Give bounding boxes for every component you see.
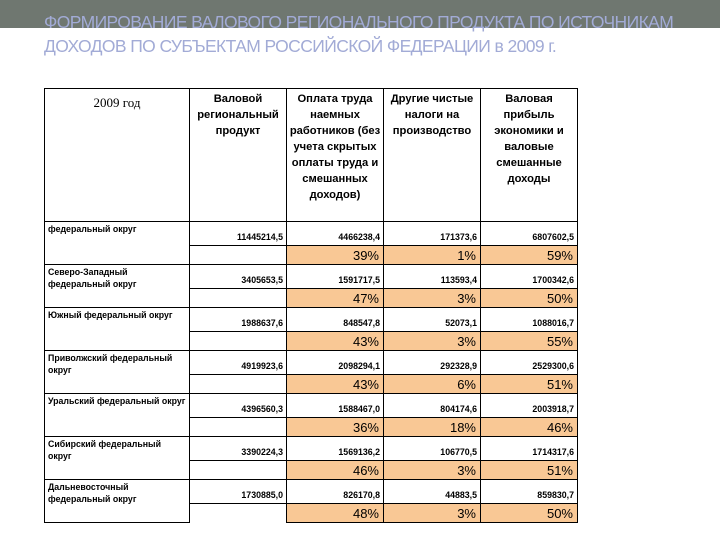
region-name: Дальневосточный федеральный округ: [45, 480, 190, 523]
value-wages: 4466238,4: [287, 222, 384, 246]
percent-wages: 43%: [287, 332, 384, 351]
header-year: 2009 год: [45, 89, 190, 222]
grp-percent-blank: [190, 461, 287, 480]
table-row: [45, 394, 578, 418]
value-grp: 1730885,0: [190, 480, 287, 504]
value-grp: 1988637,6: [190, 308, 287, 332]
header-taxes: Другие чистые налоги на производство: [384, 89, 481, 222]
value-taxes: 804174,6: [384, 394, 481, 418]
value-wages: 2098294,1: [287, 351, 384, 375]
table-row: [45, 437, 578, 461]
value-wages: 848547,8: [287, 308, 384, 332]
region-name: Уральский федеральный округ: [45, 394, 190, 437]
slide-title: ФОРМИРОВАНИЕ ВАЛОВОГО РЕГИОНАЛЬНОГО ПРОДУКТА ПО ИСТОЧНИКАМ ДОХОДОВ ПО СУБЪЕКТАМ РОССИЙСКОЙ ФЕДЕРАЦИИ в 2009 г.: [44, 12, 674, 56]
table-row: [45, 351, 578, 375]
header-grp: Валовой региональный продукт: [190, 89, 287, 222]
grp-percent-blank: [190, 289, 287, 308]
grp-percent-blank: [190, 375, 287, 394]
table-row: [45, 265, 578, 289]
table-row: [45, 308, 578, 332]
table-row: [45, 480, 578, 504]
percent-taxes: 18%: [384, 418, 481, 437]
percent-profit: 51%: [481, 461, 578, 480]
percent-taxes: 6%: [384, 375, 481, 394]
percent-profit: 50%: [481, 289, 578, 308]
value-profit: 1088016,7: [481, 308, 578, 332]
percent-wages: 43%: [287, 375, 384, 394]
value-grp: 4396560,3: [190, 394, 287, 418]
percent-profit: 59%: [481, 246, 578, 265]
region-name: федеральный округ: [45, 222, 190, 265]
table-row: [45, 222, 578, 246]
value-profit: 1714317,6: [481, 437, 578, 461]
grp-percent-blank: [190, 418, 287, 437]
region-name: Приволжский федеральный округ: [45, 351, 190, 394]
grp-table: [44, 88, 578, 523]
value-wages: 1591717,5: [287, 265, 384, 289]
value-taxes: 171373,6: [384, 222, 481, 246]
value-taxes: 113593,4: [384, 265, 481, 289]
percent-profit: 50%: [481, 504, 578, 523]
percent-wages: 39%: [287, 246, 384, 265]
percent-taxes: 3%: [384, 461, 481, 480]
table-header-row: [45, 89, 578, 222]
grp-table-image: [44, 88, 577, 534]
header-wages: Оплата труда наемных работников (без учета скрытых оплаты труда и смешанных доходов): [287, 89, 384, 222]
value-wages: 1569136,2: [287, 437, 384, 461]
percent-taxes: 3%: [384, 504, 481, 523]
percent-wages: 46%: [287, 461, 384, 480]
value-profit: 2529300,6: [481, 351, 578, 375]
value-grp: 4919923,6: [190, 351, 287, 375]
percent-taxes: 3%: [384, 332, 481, 351]
percent-taxes: 1%: [384, 246, 481, 265]
percent-taxes: 3%: [384, 289, 481, 308]
value-profit: 1700342,6: [481, 265, 578, 289]
region-name: Сибирский федеральный округ: [45, 437, 190, 480]
grp-percent-blank: [190, 332, 287, 351]
header-profit: Валовая прибыль экономики и валовые смешанные доходы: [481, 89, 578, 222]
value-wages: 826170,8: [287, 480, 384, 504]
value-taxes: 44883,5: [384, 480, 481, 504]
percent-profit: 51%: [481, 375, 578, 394]
grp-percent-blank: [190, 246, 287, 265]
percent-wages: 48%: [287, 504, 384, 523]
value-profit: 6807602,5: [481, 222, 578, 246]
percent-profit: 46%: [481, 418, 578, 437]
value-grp: 3390224,3: [190, 437, 287, 461]
percent-wages: 47%: [287, 289, 384, 308]
percent-profit: 55%: [481, 332, 578, 351]
grp-percent-blank: [190, 504, 287, 523]
value-taxes: 106770,5: [384, 437, 481, 461]
value-profit: 2003918,7: [481, 394, 578, 418]
region-name: Южный федеральный округ: [45, 308, 190, 351]
value-profit: 859830,7: [481, 480, 578, 504]
value-wages: 1588467,0: [287, 394, 384, 418]
value-grp: 11445214,5: [190, 222, 287, 246]
region-name: Северо-Западный федеральный округ: [45, 265, 190, 308]
value-grp: 3405653,5: [190, 265, 287, 289]
table-body: [45, 222, 578, 523]
value-taxes: 292328,9: [384, 351, 481, 375]
value-taxes: 52073,1: [384, 308, 481, 332]
percent-wages: 36%: [287, 418, 384, 437]
